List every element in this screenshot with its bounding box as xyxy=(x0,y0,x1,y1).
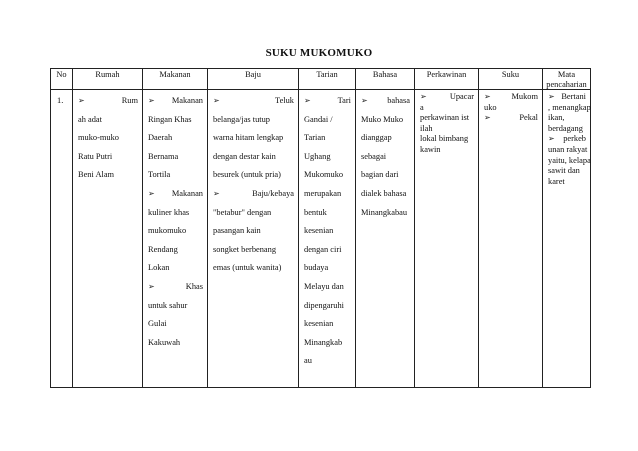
cell-text-line: berdagang xyxy=(548,123,583,133)
cell-text-line: dipengaruhi xyxy=(304,300,345,310)
cell-text-line: Gandai / xyxy=(304,114,333,124)
cell-baju-content xyxy=(208,90,298,278)
cell-text-line: a xyxy=(420,102,424,112)
cell-tarian xyxy=(299,90,356,388)
header-tarian: Tarian xyxy=(299,69,356,90)
cell-text-line: Beni Alam xyxy=(78,170,115,180)
cell-text-line: Bernama xyxy=(148,151,179,161)
cell-text-line: emas (untuk wanita) xyxy=(213,263,282,273)
arrow-bullet-icon: ➢ xyxy=(78,96,85,105)
bullet-item xyxy=(484,92,538,103)
arrow-bullet-icon: ➢ xyxy=(484,92,491,101)
cell-text-line: belanga/jas tutup xyxy=(213,114,270,124)
cell-text-line: Lokan xyxy=(148,263,170,273)
cell-text-line: ah adat xyxy=(78,114,102,124)
bullet-word: Rum xyxy=(121,96,138,105)
row-number: 1. xyxy=(57,96,64,105)
cell-text-line: karet xyxy=(548,176,565,186)
arrow-bullet-icon: ➢ xyxy=(213,188,220,198)
cell-perkawinan-content xyxy=(415,90,478,156)
header-bahasa: Bahasa xyxy=(356,69,415,90)
cell-text-line: bagian dari xyxy=(361,170,399,180)
cell-text-line: budaya xyxy=(304,263,329,273)
cell-text-line: untuk sahur xyxy=(148,300,188,310)
header-baju: Baju xyxy=(208,69,299,90)
bullet-word: Makanan xyxy=(171,96,203,105)
bullet-word: Upacar xyxy=(449,92,474,101)
cell-perkawinan xyxy=(415,90,479,388)
cell-rumah xyxy=(73,90,143,388)
cell-text-line: perkawinan ist xyxy=(420,113,470,123)
header-rumah: Rumah xyxy=(73,69,143,90)
cell-text-line: Daerah xyxy=(148,133,173,143)
cell-text-line: Melayu dan xyxy=(304,281,344,291)
table-row xyxy=(51,90,591,388)
cell-text-line: Gulai xyxy=(148,319,167,329)
cell-text-line: , menangkap xyxy=(548,102,591,112)
bullet-item xyxy=(148,185,203,204)
cell-suku xyxy=(479,90,543,388)
cell-text-line: lokal bimbang xyxy=(420,134,469,144)
bullet-item xyxy=(148,278,203,297)
bullet-word: Makanan xyxy=(171,188,203,198)
cell-text-line: Tortila xyxy=(148,170,171,180)
document-title: SUKU MUKOMUKO xyxy=(265,47,373,59)
cell-text-line: Mukomuko xyxy=(304,170,344,180)
cell-text-line: pasangan kain xyxy=(213,226,261,236)
cell-mata-pencaharian-content xyxy=(543,90,590,187)
cell-text-line: Ringan Khas xyxy=(148,114,192,124)
cell-text-line: yaitu, kelapa xyxy=(548,155,591,165)
cell-text-line: kesenian xyxy=(304,319,334,329)
cell-text-line: Ughang xyxy=(304,151,331,161)
bullet-item xyxy=(78,92,138,111)
bullet-item xyxy=(213,185,294,204)
arrow-bullet-icon: ➢ xyxy=(148,281,155,291)
arrow-bullet-icon: ➢ xyxy=(304,96,311,105)
cell-text-line: songket berbenang xyxy=(213,244,277,254)
arrow-bullet-icon: ➢ xyxy=(420,92,427,101)
cell-text-line: muko-muko xyxy=(78,133,119,143)
cell-text-line: dengan ciri xyxy=(304,244,342,254)
cell-text-line: merupakan xyxy=(304,188,342,198)
header-row xyxy=(51,69,591,90)
cell-mata-pencaharian xyxy=(543,90,591,388)
cell-text-line: kawin xyxy=(420,144,441,154)
cell-no xyxy=(51,90,73,388)
cell-text-line: Minangkab xyxy=(304,337,343,347)
cell-makanan xyxy=(143,90,208,388)
cell-text-line: uko xyxy=(484,102,497,112)
cell-text-line: dengan destar kain xyxy=(213,151,276,161)
bullet-item xyxy=(213,92,294,111)
bullet-word: Tari xyxy=(337,96,351,105)
cell-text-line: kesenian xyxy=(304,226,334,236)
cell-text-line: au xyxy=(304,356,312,366)
cell-text-line: Tarian xyxy=(304,133,326,143)
bullet-word: Mukom xyxy=(511,92,538,101)
cell-tarian-content xyxy=(299,90,355,371)
culture-table xyxy=(50,68,591,388)
cell-text-line: dialek bahasa xyxy=(361,188,407,198)
cell-text-line: mukomuko xyxy=(148,226,187,236)
arrow-bullet-icon: ➢ xyxy=(484,113,491,123)
cell-text-line: warna hitam lengkap xyxy=(213,133,284,143)
bullet-word: Teluk xyxy=(275,96,294,105)
header-makanan: Makanan xyxy=(143,69,208,90)
arrow-bullet-icon: ➢ xyxy=(548,134,555,144)
cell-makanan-content xyxy=(143,90,207,352)
cell-text-line: sawit dan xyxy=(548,166,580,176)
cell-text-line: besurek (untuk pria) xyxy=(213,170,281,180)
cell-text-line: sebagai xyxy=(361,151,387,161)
arrow-bullet-icon: ➢ xyxy=(548,92,555,101)
arrow-bullet-icon: ➢ xyxy=(148,96,155,105)
arrow-bullet-icon: ➢ xyxy=(361,96,368,105)
bullet-item xyxy=(484,113,538,124)
cell-text-line: Kakuwah xyxy=(148,337,181,347)
bullet-item xyxy=(548,134,586,145)
bullet-word: Khas xyxy=(185,281,203,291)
bullet-item xyxy=(420,92,474,103)
cell-text-line: ikan, xyxy=(548,113,565,123)
bullet-word: perkeb xyxy=(563,134,586,144)
cell-rumah-content xyxy=(73,90,142,185)
cell-text-line: unan rakyat xyxy=(548,144,588,154)
bullet-item xyxy=(548,92,586,103)
bullet-item xyxy=(361,92,410,111)
cell-text-line: Minangkabau xyxy=(361,207,408,217)
cell-text-line: Rendang xyxy=(148,244,178,254)
bullet-word: Bertani xyxy=(561,92,586,101)
bullet-item xyxy=(148,92,203,111)
arrow-bullet-icon: ➢ xyxy=(148,188,155,198)
bullet-word: Baju/kebaya xyxy=(252,188,294,198)
cell-text-line: dianggap xyxy=(361,133,392,143)
arrow-bullet-icon: ➢ xyxy=(213,96,220,105)
header-perkawinan: Perkawinan xyxy=(415,69,479,90)
cell-text-line: kuliner khas xyxy=(148,207,190,217)
bullet-word: bahasa xyxy=(387,96,410,105)
cell-text-line: bentuk xyxy=(304,207,327,217)
cell-text-line: Muko Muko xyxy=(361,114,404,124)
cell-baju xyxy=(208,90,299,388)
bullet-item xyxy=(304,92,351,111)
cell-suku-content xyxy=(479,90,542,124)
header-mata-pencaharian: Mata pencaharian xyxy=(543,69,591,90)
header-suku: Suku xyxy=(479,69,543,90)
cell-bahasa xyxy=(356,90,415,388)
cell-text-line: "betabur" dengan xyxy=(213,207,272,217)
cell-text-line: Ratu Putri xyxy=(78,151,113,161)
cell-text-line: ilah xyxy=(420,123,433,133)
header-no: No xyxy=(51,69,73,90)
cell-bahasa-content xyxy=(356,90,414,222)
bullet-word: Pekal xyxy=(519,113,538,123)
